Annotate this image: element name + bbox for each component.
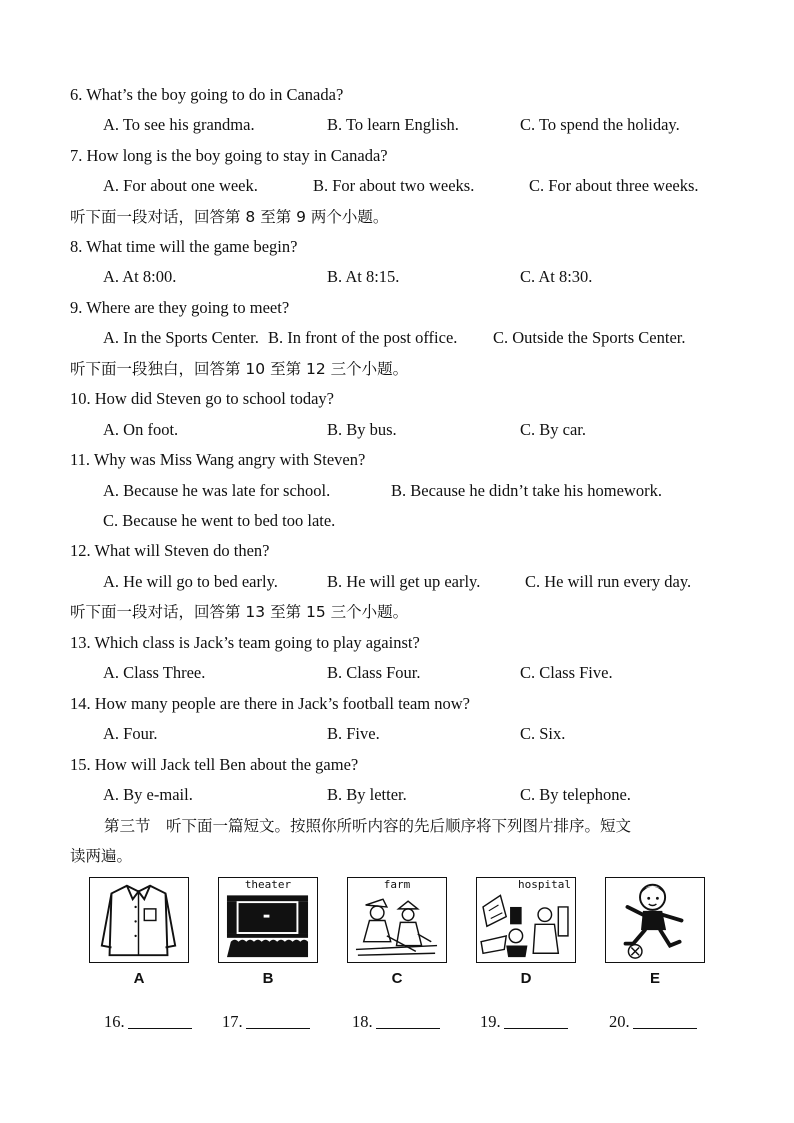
instruction-13-15: 听下面一段对话，回答第 13 至第 15 三个小题。	[70, 603, 409, 621]
q8-option-a: A. At 8:00.	[103, 267, 177, 286]
football-player-icon	[606, 878, 703, 961]
q9-option-b: B. In front of the post office.	[268, 328, 458, 347]
question-7: 7. How long is the boy going to stay in Canada?	[70, 146, 388, 165]
question-14: 14. How many people are there in Jack’s football team now?	[70, 694, 470, 713]
q15-option-a: A. By e-mail.	[103, 785, 193, 804]
answer-number-18: 18.	[352, 1012, 373, 1031]
answer-line	[376, 1012, 440, 1029]
q13-option-a: A. Class Three.	[103, 663, 206, 682]
q12-option-b: B. He will get up early.	[327, 572, 481, 591]
q11-option-b: B. Because he didn’t take his homework.	[391, 481, 662, 500]
q13-option-b: B. Class Four.	[327, 663, 421, 682]
q14-option-b: B. Five.	[327, 724, 380, 743]
q6-option-b: B. To learn English.	[327, 115, 459, 134]
instruction-8-9: 听下面一段对话，回答第 8 至第 9 两个小题。	[70, 208, 389, 226]
picture-letter-b: B	[262, 970, 274, 987]
question-15: 15. How will Jack tell Ben about the game?	[70, 755, 359, 774]
question-11: 11. Why was Miss Wang angry with Steven?	[70, 450, 366, 469]
q8-option-b: B. At 8:15.	[327, 267, 400, 286]
answer-blank-20[interactable]	[609, 1012, 697, 1032]
answer-line	[633, 1012, 697, 1029]
answer-blank-19[interactable]	[480, 1012, 568, 1032]
shirt-icon	[90, 878, 187, 961]
answer-blank-17[interactable]	[222, 1012, 310, 1032]
answer-line	[246, 1012, 310, 1029]
q11-option-c: C. Because he went to bed too late.	[103, 511, 336, 530]
picture-caption-c: farm	[383, 878, 411, 891]
q14-option-c: C. Six.	[520, 724, 566, 743]
question-6: 6. What’s the boy going to do in Canada?	[70, 85, 344, 104]
question-13: 13. Which class is Jack’s team going to play against?	[70, 633, 420, 652]
q15-option-b: B. By letter.	[327, 785, 407, 804]
q11-option-a: A. Because he was late for school.	[103, 481, 331, 500]
picture-c	[347, 877, 447, 963]
question-9: 9. Where are they going to meet?	[70, 298, 290, 317]
answer-line	[504, 1012, 568, 1029]
picture-caption-b: theater	[244, 878, 292, 891]
answer-line	[128, 1012, 192, 1029]
picture-letter-a: A	[133, 970, 145, 987]
q14-option-a: A. Four.	[103, 724, 158, 743]
q8-option-c: C. At 8:30.	[520, 267, 593, 286]
question-12: 12. What will Steven do then?	[70, 541, 270, 560]
q9-option-c: C. Outside the Sports Center.	[493, 328, 686, 347]
answer-number-20: 20.	[609, 1012, 630, 1031]
q6-option-a: A. To see his grandma.	[103, 115, 255, 134]
q7-option-a: A. For about one week.	[103, 176, 258, 195]
answer-number-17: 17.	[222, 1012, 243, 1031]
picture-e	[605, 877, 705, 963]
q9-option-a: A. In the Sports Center.	[103, 328, 259, 347]
answer-number-16: 16.	[104, 1012, 125, 1031]
picture-d	[476, 877, 576, 963]
answer-blank-16[interactable]	[104, 1012, 192, 1032]
q7-option-b: B. For about two weeks.	[313, 176, 475, 195]
q10-option-c: C. By car.	[520, 420, 586, 439]
picture-letter-c: C	[391, 970, 403, 987]
q7-option-c: C. For about three weeks.	[529, 176, 699, 195]
q6-option-c: C. To spend the holiday.	[520, 115, 680, 134]
question-8: 8. What time will the game begin?	[70, 237, 298, 256]
picture-caption-d: hospital	[518, 878, 571, 891]
q12-option-c: C. He will run every day.	[525, 572, 692, 591]
section3-instruction-line1: 第三节 听下面一篇短文。按照你所听内容的先后顺序将下列图片排序。短文	[104, 817, 632, 835]
q13-option-c: C. Class Five.	[520, 663, 613, 682]
picture-letter-e: E	[649, 970, 660, 987]
section3-instruction-line2: 读两遍。	[70, 847, 133, 865]
q10-option-b: B. By bus.	[327, 420, 397, 439]
q15-option-c: C. By telephone.	[520, 785, 631, 804]
q12-option-a: A. He will go to bed early.	[103, 572, 278, 591]
picture-letter-d: D	[520, 970, 532, 987]
picture-a	[89, 877, 189, 963]
instruction-10-12: 听下面一段独白，回答第 10 至第 12 三个小题。	[70, 360, 409, 378]
picture-b	[218, 877, 318, 963]
answer-number-19: 19.	[480, 1012, 501, 1031]
answer-blank-18[interactable]	[352, 1012, 440, 1032]
q10-option-a: A. On foot.	[103, 420, 179, 439]
question-10: 10. How did Steven go to school today?	[70, 389, 334, 408]
